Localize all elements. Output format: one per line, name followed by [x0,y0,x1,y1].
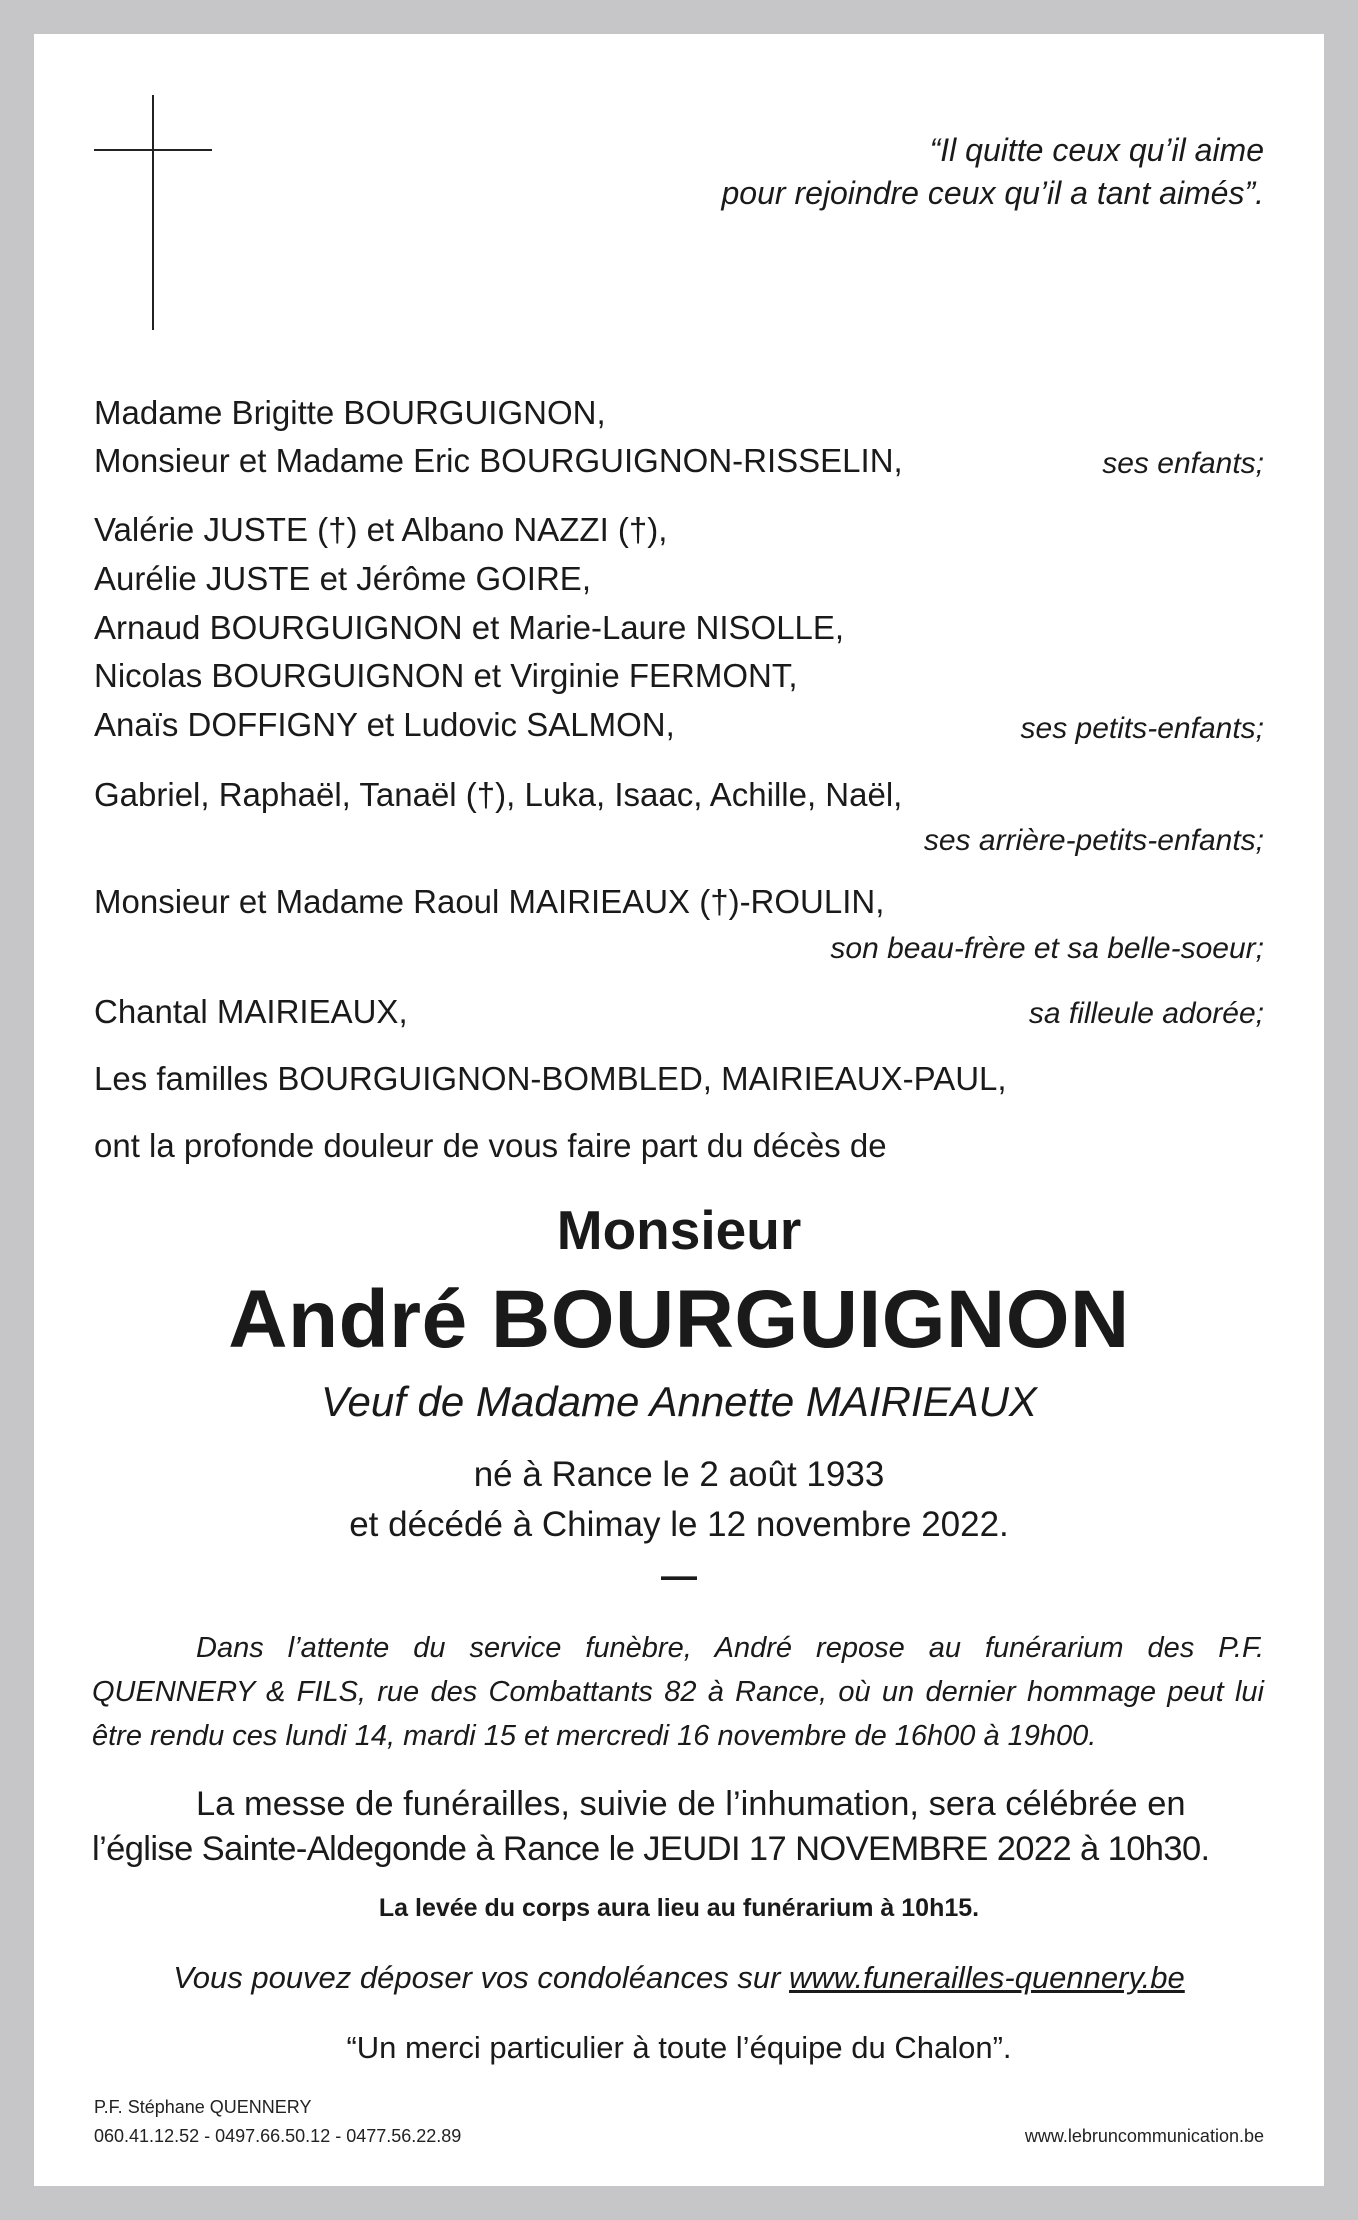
families-line: Les familles BOURGUIGNON-BOMBLED, MAIRIEAUX-PAUL, [94,1060,1007,1097]
birth-line: né à Rance le 2 août 1933 [473,1455,885,1494]
rest-paragraph-text: Dans l’attente du service funèbre, André repose au funérarium des P.F. QUENNERY & FILS, rue des Combattants 82 à Rance, où un dernier hommage peut lui être rendu ces lundi 14, mardi 15 et mercredi 16 novembre de 16h00 à 19h00. [92,1632,1264,1752]
announcement-line: ont la profonde douleur de vous faire part du décès de [94,1127,887,1164]
deceased-status: Veuf de Madame Annette MAIRIEAUX [321,1378,1037,1425]
family-line: Valérie JUSTE (†) et Albano NAZZI (†), [94,511,668,548]
printer-website[interactable]: www.lebruncommunication.be [1024,2126,1264,2146]
cross-icon-bar [94,149,212,151]
deceased-title: Monsieur [556,1199,802,1261]
condolences-text: Vous pouvez déposer vos condoléances sur [173,1960,790,1995]
relation-label: son beau-frère et sa belle-soeur; [830,932,1264,965]
family-line: Arnaud BOURGUIGNON et Marie-Laure NISOLLE, [94,609,845,646]
relation-label: ses arrière-petits-enfants; [923,824,1264,857]
separator: — [661,1555,697,1596]
undertaker-phones: 060.41.12.52 - 0497.66.50.12 - 0477.56.22.89 [94,2126,462,2146]
relation-label: ses petits-enfants; [1020,712,1264,745]
family-line: Monsieur et Madame Raoul MAIRIEAUX (†)-ROULIN, [94,883,885,920]
mass-line-1: La messe de funérailles, suivie de l’inhumation, sera célébrée en [196,1785,1186,1823]
death-line: et décédé à Chimay le 12 novembre 2022. [349,1505,1009,1544]
family-line: Chantal MAIRIEAUX, [94,993,408,1030]
family-line: Anaïs DOFFIGNY et Ludovic SALMON, [94,706,675,743]
mass-paragraph [92,1782,1264,1872]
relation-label: ses enfants; [1102,447,1264,480]
thanks-line: “Un merci particulier à toute l’équipe du Chalon”. [346,2030,1012,2065]
family-line: Madame Brigitte BOURGUIGNON, [94,394,606,431]
condolences-link[interactable]: www.funerailles-quennery.be [789,1960,1185,1995]
family-line: Monsieur et Madame Eric BOURGUIGNON-RISSELIN, [94,442,903,479]
quote-line-2: pour rejoindre ceux qu’il a tant aimés”. [721,175,1264,211]
relation-label: sa filleule adorée; [1028,997,1264,1030]
family-line: Gabriel, Raphaël, Tanaël (†), Luka, Isaac, Achille, Naël, [94,776,903,813]
mass-line-2: l’église Sainte-Aldegonde à Rance le JEUDI 17 NOVEMBRE 2022 à 10h30. [92,1830,1210,1868]
undertaker-name: P.F. Stéphane QUENNERY [94,2097,312,2117]
quote-line-1: “Il quitte ceux qu’il aime [929,132,1264,168]
levee-line: La levée du corps aura lieu au funérarium à 10h15. [378,1894,980,1922]
family-line: Aurélie JUSTE et Jérôme GOIRE, [94,560,591,597]
cross-icon [152,95,154,330]
condolences-line [0,1960,1358,1996]
family-line: Nicolas BOURGUIGNON et Virginie FERMONT, [94,657,798,694]
deceased-name: André BOURGUIGNON [228,1274,1130,1365]
rest-paragraph [92,1626,1264,1758]
